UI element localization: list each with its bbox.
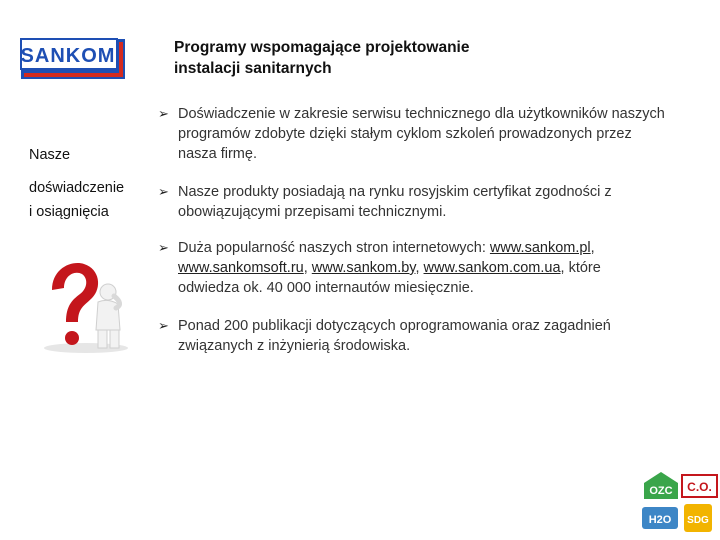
bullet-text: Doświadczenie w zakresie serwisu technicznego dla użytkowników naszych programów zdobyte dzięki stałym cyklom szkoleń prowadzonych przez nasza firmę. (178, 106, 665, 162)
sdg-badge (683, 503, 713, 533)
bullet-text: Nasze produkty posiadają na rynku rosyjskim certyfikat zgodności z obowiązującymi przepisami technicznymi. (178, 184, 612, 220)
sankom-logo (20, 38, 126, 80)
bullet-text: Ponad 200 publikacji dotyczących oprogramowania oraz zagadnień związanych z inżynierią środowiska. (178, 318, 611, 354)
bullet-text: Duża popularność naszych stron internetowych: www.sankom.pl, www.sankomsoft.ru, www.sankom.by, www.sankom.com.ua, które odwiedza ok. 40 000 internautów miesięcznie. (178, 240, 601, 296)
arrow-bullet-icon: ➢ (158, 184, 169, 199)
h2o-badge (638, 505, 680, 531)
question-mark-figure-icon (24, 254, 134, 354)
ozc-badge-label: OZC (649, 485, 673, 497)
arrow-bullet-icon: ➢ (158, 318, 169, 333)
svg-text:SANKOM: SANKOM (20, 45, 116, 67)
link-sankom-com-ua[interactable]: www.sankom.com.ua (423, 260, 561, 276)
title-line-2: instalacji sanitarnych (174, 60, 332, 77)
co-badge-label: C.O. (687, 480, 712, 494)
h2o-badge-label: H2O (648, 514, 672, 526)
ozc-badge (642, 470, 680, 500)
sdg-badge-label: SDG (687, 515, 709, 526)
arrow-bullet-icon: ➢ (158, 106, 169, 121)
page-title (174, 37, 594, 79)
bullet-suffix: , które odwiedza ok. 40 000 internautów miesięcznie. (178, 260, 601, 296)
title-line-1: Programy wspomagające projektowanie (174, 39, 470, 56)
bullet-prefix: Duża popularność naszych stron internetowych: (178, 240, 490, 256)
arrow-bullet-icon: ➢ (158, 240, 169, 255)
side-heading-line-1: Nasze (29, 147, 71, 163)
side-heading-line-3: i osiągnięcia (29, 204, 109, 220)
link-sankom-pl[interactable]: www.sankom.pl (489, 240, 591, 256)
link-sankomsoft-ru[interactable]: www.sankomsoft.ru (178, 260, 304, 276)
co-badge (681, 474, 718, 498)
link-sankom-by[interactable]: www.sankom.by (311, 260, 416, 276)
side-heading-line-2: doświadczenie (29, 180, 125, 196)
